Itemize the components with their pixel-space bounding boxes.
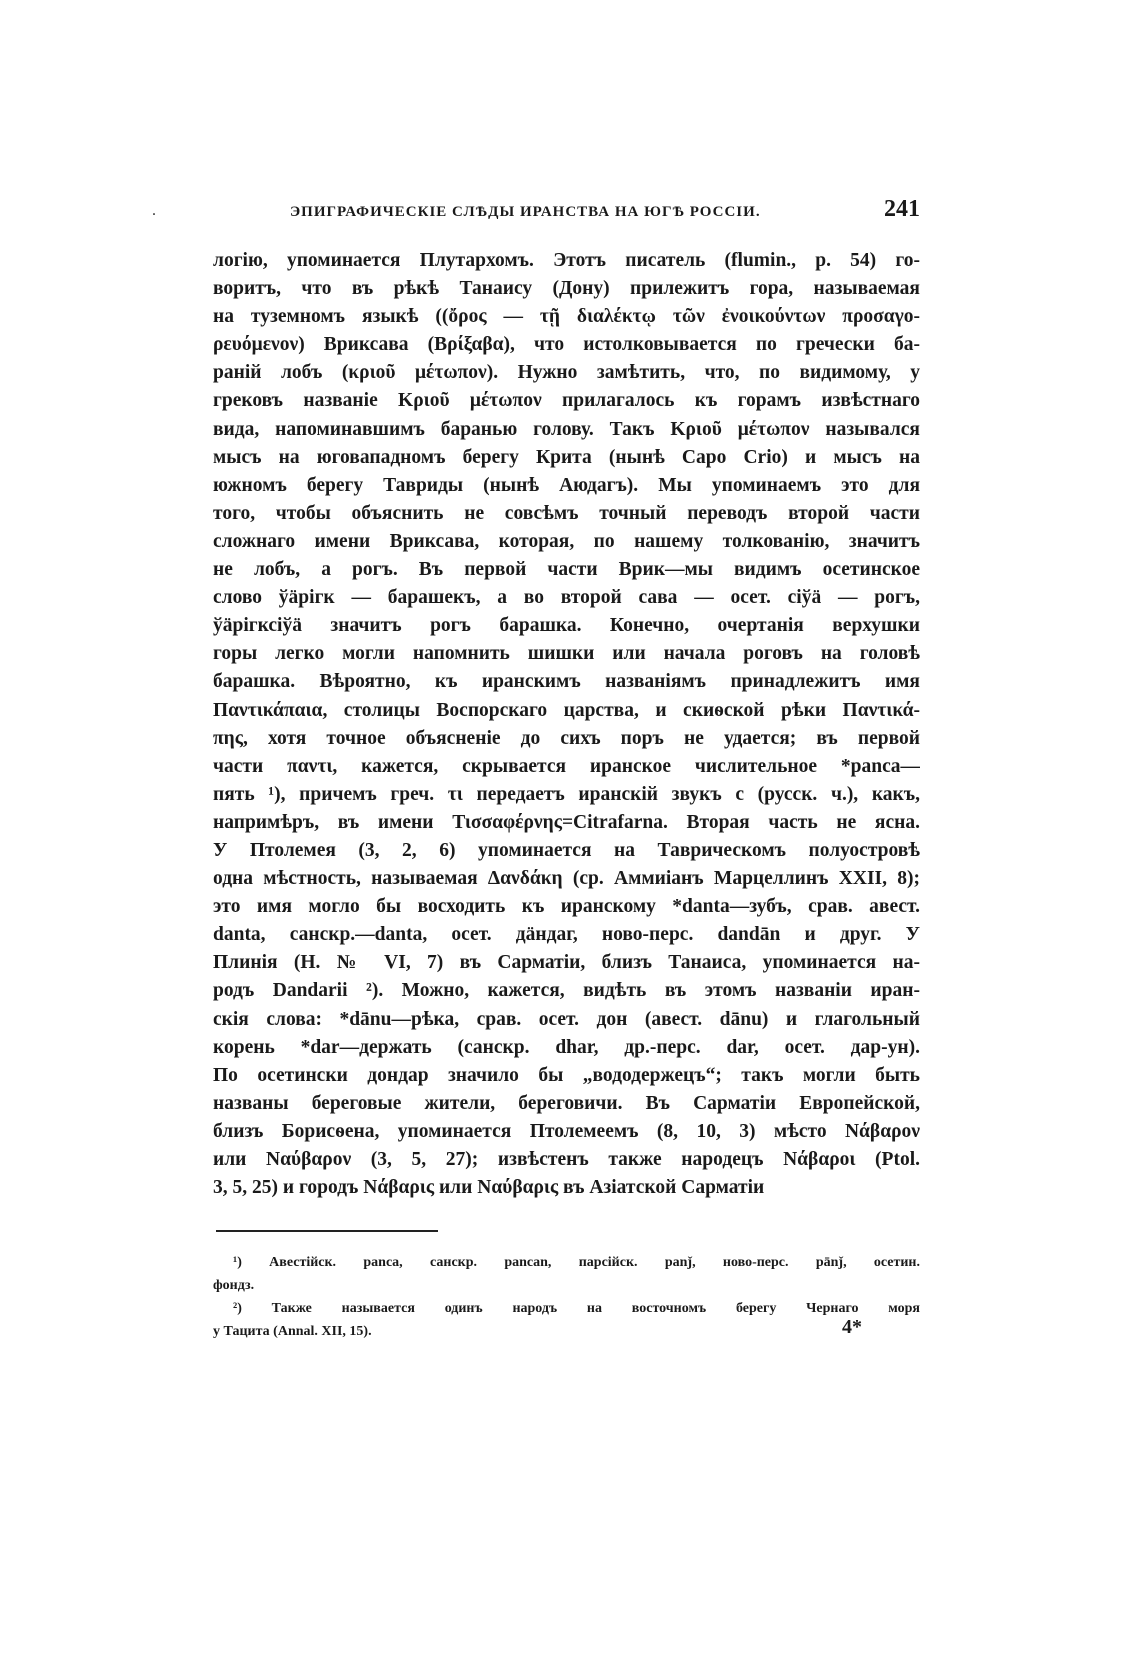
text-line: мысъ на юговападномъ берегу Крита (нынѣ Capo Crio) и мысъ на — [213, 446, 920, 468]
footnote-line: ¹) Авестійск. panca, санскр. pancan, парсійск. panǰ, ново-перс. pānǰ, осетин. — [233, 1255, 920, 1270]
text-line: это имя могло бы восходить къ иранскому *danta—зубъ, срав. авест. — [213, 896, 920, 918]
body-text — [213, 247, 920, 1202]
text-line: ρευόμενον) Вриксава (Βρίξαβα), что истолковывается по гречески ба- — [213, 334, 920, 356]
signature-mark: 4* — [842, 1316, 862, 1338]
text-line: У Птолемея (3, 2, 6) упоминается на Таврическомъ полуостровѣ — [213, 839, 920, 861]
text-line: ўäрігксіўä значитъ рогъ барашка. Конечно, очертанія верхушки — [213, 615, 920, 637]
text-line: логію, упоминается Плутархомъ. Этотъ писатель (flumin., p. 54) го- — [213, 250, 920, 271]
text-line: danta, санскр.—danta, осет. дäндаг, ново-перс. dandān и друг. У — [213, 924, 920, 946]
text-line: на туземномъ языкѣ ((ὄρος — τῇ διαλέκτῳ τῶν ἐνοικούντων προσαγο- — [213, 306, 920, 328]
text-line: скія слова: *dānu—рѣка, срав. осет. дон (авест. dānu) и глагольный — [213, 1008, 920, 1030]
text-line: не лобъ, а рогъ. Въ первой части Врик—мы видимъ осетинское — [213, 559, 920, 581]
text-line: южномъ берегу Тавриды (нынѣ Аюдагъ). Мы упоминаемъ это для — [213, 474, 920, 496]
text-line: раній лобъ (κριοῦ μέτωπον). Нужно замѣтить, что, по видимому, у — [213, 362, 920, 384]
text-line: 3, 5, 25) и городъ Νάβαρις или Ναύβαρις въ Азіатской Сарматіи — [213, 1177, 765, 1199]
text-line: одна мѣстность, называемая Δανδάκη (ср. Аммиіанъ Марцеллинъ XXII, 8); — [213, 868, 920, 890]
text-line: По осетински дондар значило бы „вододержецъ“; такъ могли быть — [213, 1064, 920, 1086]
text-line: части παντι, кажется, скрывается иранское числительное *panca— — [213, 755, 920, 777]
text-line: или Ναύβαρον (3, 5, 27); извѣстенъ также народецъ Νάβαροι (Ptol. — [213, 1149, 920, 1170]
text-line: слово ўäрігк — барашекъ, а во второй сава — осет. сіўä — рогъ, — [213, 587, 920, 609]
text-line: воритъ, что въ рѣкѣ Танаису (Дону) прилежитъ гора, называемая — [213, 278, 920, 300]
text-line: того, чтобы объяснить не совсѣмъ точный переводъ второй части — [213, 502, 920, 524]
text-line: близъ Борисѳена, упоминается Птолемеемъ (8, 10, 3) мѣсто Νάβαρον — [213, 1120, 920, 1142]
page-header — [210, 196, 920, 226]
footnote-divider — [216, 1230, 438, 1232]
text-line: сложнаго имени Вриксава, которая, по нашему толкованію, значитъ — [213, 530, 920, 552]
footnotes — [213, 1251, 920, 1343]
text-line: названы береговые жители, береговичи. Въ Сарматіи Европейской, — [213, 1092, 920, 1114]
footnote-line: у Тацита (Annal. XII, 15). — [213, 1324, 372, 1339]
running-title: ЭПИГРАФИЧЕСКІЕ СЛѢДЫ ИРАНСТВА НА ЮГѢ РОССІИ. — [290, 204, 761, 220]
text-line: Плинія (Н. № VI, 7) въ Сарматіи, близъ Танаиса, упоминается на- — [213, 952, 920, 974]
text-line: напримѣръ, въ имени Τισσαφέρνης=Citrafarna. Вторая часть не ясна. — [213, 811, 920, 833]
text-line: родъ Dandarii ²). Можно, кажется, видѣть въ этомъ названіи иран- — [213, 980, 920, 1002]
footnote-line: фондз. — [213, 1278, 255, 1293]
text-line: грековъ названіе Κριοῦ μέτωπον прилагалось къ горамъ извѣстнаго — [213, 390, 920, 412]
text-line: горы легко могли напомнить шишки или начала роговъ на головѣ — [213, 643, 920, 665]
page-number: 241 — [884, 196, 920, 222]
margin-mark: . — [152, 202, 156, 219]
footnote-line: ²) Также называется одинъ народъ на восточномъ берегу Чернаго моря — [233, 1301, 920, 1316]
text-line: пять ¹), причемъ греч. τι передаетъ иранскій звукъ c (русск. ч.), какъ, — [213, 783, 920, 805]
text-line: корень *dar—держать (санскр. dhar, др.-перс. dar, осет. дар-ун). — [213, 1036, 920, 1058]
text-line: πης, хотя точное объясненіе до сихъ поръ не удается; въ первой — [213, 727, 920, 749]
text-line: вида, напоминавшимъ баранью голову. Такъ Κριοῦ μέτωπον назывался — [213, 418, 920, 440]
text-line: барашка. Вѣроятно, къ иранскимъ названіямъ принадлежитъ имя — [213, 671, 920, 693]
text-line: Παντικάπαια, столицы Воспорскаго царства, и скиѳской рѣки Παντικά- — [213, 699, 920, 721]
